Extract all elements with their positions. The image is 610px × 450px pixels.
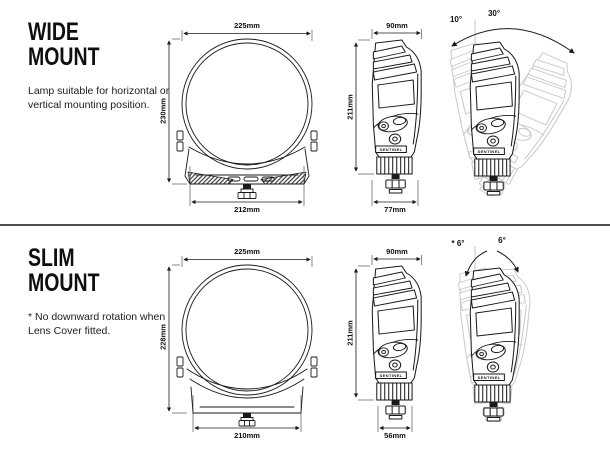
lamp-side-illustration: [470, 268, 519, 421]
dim-label-front-width-top: 225mm: [234, 247, 260, 256]
title-line-2: MOUNT: [28, 43, 100, 71]
section-wide-mount: [0, 0, 610, 224]
dim-label-side-width-bottom: 77mm: [384, 205, 406, 214]
dim-label-front-width-bottom: 210mm: [234, 431, 260, 440]
angle-label-right: 6°: [498, 236, 506, 245]
title-line-1: WIDE: [28, 18, 79, 46]
lamp-front-illustration: [177, 265, 317, 426]
angle-label-left: 10°: [449, 15, 463, 24]
side-view-drawing: [342, 240, 452, 440]
lamp-side-illustration: [372, 266, 421, 419]
rotation-diagram: [442, 232, 602, 444]
lamp-front-illustration: [177, 39, 317, 199]
section-title: [28, 20, 145, 70]
title-line-1: SLIM: [28, 244, 75, 272]
angle-label-left: * 6°: [451, 239, 465, 248]
title-line-2: MOUNT: [28, 269, 100, 297]
dim-label-side-width-bottom: 56mm: [384, 431, 406, 440]
section-description: Lamp suitable for horizontal or vertical mounting position.: [28, 85, 170, 111]
side-view-drawing: [342, 14, 452, 214]
dim-label-front-height: 230mm: [158, 98, 168, 124]
dim-label-side-width-top: 90mm: [386, 247, 408, 256]
lamp-side-illustration: [372, 40, 421, 193]
dim-label-side-width-top: 90mm: [386, 21, 408, 30]
front-view-drawing: [150, 14, 330, 214]
section-description: * No downward rotation when Lens Cover fitted.: [28, 311, 166, 337]
dim-label-front-width-top: 225mm: [234, 21, 260, 30]
dim-label-side-height: 211mm: [345, 94, 355, 120]
section-slim-mount: [0, 226, 610, 450]
front-view-drawing: [150, 240, 330, 440]
dim-label-side-height: 211mm: [345, 320, 355, 346]
section-title: [28, 246, 145, 296]
rotation-diagram: [442, 6, 602, 218]
dim-label-front-height: 228mm: [158, 324, 168, 350]
angle-label-right: 30°: [487, 9, 501, 18]
dim-label-front-width-bottom: 212mm: [234, 205, 260, 214]
